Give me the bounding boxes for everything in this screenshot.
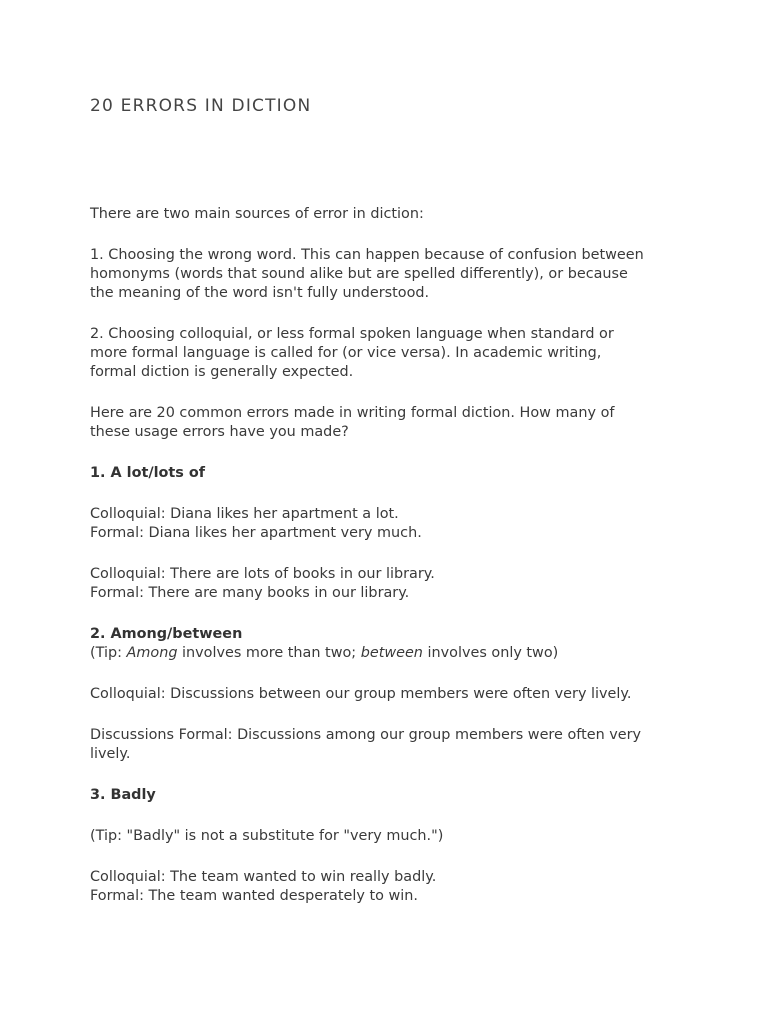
error-2-heading-block [90, 625, 690, 663]
error-heading-text: 1. A lot/lots of [90, 465, 206, 481]
intro-paragraph [90, 205, 690, 224]
source-1-line: the meaning of the word isn't fully understood. [90, 285, 430, 301]
error-heading-text: 3. Badly [90, 787, 156, 803]
error-3-tip [90, 827, 690, 846]
lead-paragraph [90, 404, 690, 442]
source-1-line: 1. Choosing the wrong word. This can happen because of confusion between [90, 247, 644, 263]
intro-line: There are two main sources of error in diction: [90, 206, 424, 222]
document-body [90, 205, 690, 928]
colloquial-example: Colloquial: Discussions between our group members were often very lively. [90, 686, 632, 702]
source-2-line: more formal language is called for (or vice versa). In academic writing, [90, 345, 602, 361]
tip-emphasis: Among [126, 645, 178, 661]
source-1-paragraph [90, 246, 690, 303]
source-2-line: formal diction is generally expected. [90, 364, 354, 380]
formal-example: Formal: There are many books in our library. [90, 585, 410, 601]
colloquial-example: Colloquial: The team wanted to win really badly. [90, 869, 437, 885]
tip-text [90, 644, 690, 663]
formal-example: lively. [90, 746, 131, 762]
error-1-heading [90, 464, 690, 483]
error-3-heading [90, 786, 690, 805]
tip-text: (Tip: "Badly" is not a substitute for "very much.") [90, 828, 444, 844]
formal-example: Formal: The team wanted desperately to win. [90, 888, 418, 904]
error-3-examples [90, 868, 690, 906]
error-1-example-2 [90, 565, 690, 603]
tip-middle: involves more than two; [177, 645, 361, 661]
formal-example: Formal: Diana likes her apartment very much. [90, 525, 422, 541]
tip-suffix: involves only two) [422, 645, 559, 661]
tip-prefix: (Tip: [90, 645, 127, 661]
colloquial-example: Colloquial: Diana likes her apartment a lot. [90, 506, 399, 522]
source-2-line: 2. Choosing colloquial, or less formal spoken language when standard or [90, 326, 614, 342]
error-2-colloquial [90, 685, 690, 704]
source-1-line: homonyms (words that sound alike but are spelled differently), or because [90, 266, 628, 282]
error-heading-text: 2. Among/between [90, 626, 243, 642]
tip-emphasis: between [360, 645, 423, 661]
error-1-example-1 [90, 505, 690, 543]
document-title: 20 ERRORS IN DICTION [90, 96, 312, 116]
source-2-paragraph [90, 325, 690, 382]
error-2-formal [90, 726, 690, 764]
lead-line: these usage errors have you made? [90, 424, 349, 440]
lead-line: Here are 20 common errors made in writing formal diction. How many of [90, 405, 615, 421]
formal-example: Discussions Formal: Discussions among our group members were often very [90, 727, 642, 743]
colloquial-example: Colloquial: There are lots of books in our library. [90, 566, 435, 582]
